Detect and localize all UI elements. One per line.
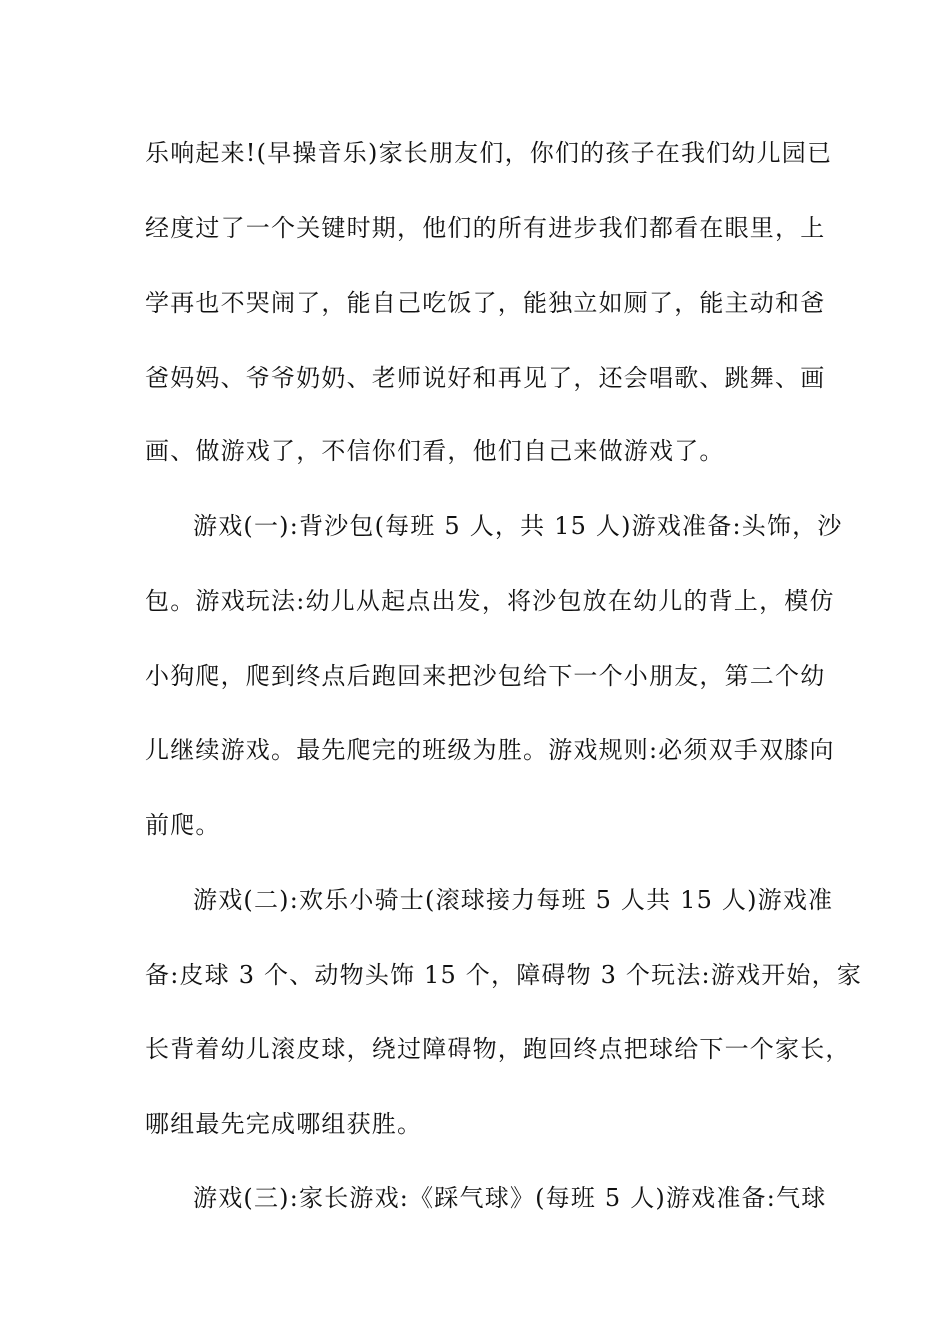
text-line: 前爬。: [145, 811, 221, 839]
text-line: 爸妈妈、爷爷奶奶、老师说好和再见了，还会唱歌、跳舞、画: [145, 364, 826, 392]
text-line: 备:皮球 3 个、动物头饰 15 个，障碍物 3 个玩法:游戏开始，家: [145, 961, 863, 989]
text-line: 包。游戏玩法:幼儿从起点出发，将沙包放在幼儿的背上，模仿: [145, 587, 835, 615]
text-line: 学再也不哭闹了，能自己吃饭了，能独立如厕了，能主动和爸: [145, 289, 826, 317]
text-line: 游戏(一):背沙包(每班 5 人，共 15 人)游戏准备:头饰，沙: [193, 512, 843, 540]
text-line: 画、做游戏了，不信你们看，他们自己来做游戏了。: [145, 437, 725, 465]
text-line: 儿继续游戏。最先爬完的班级为胜。游戏规则:必须双手双膝向: [145, 736, 835, 764]
text-line: 小狗爬，爬到终点后跑回来把沙包给下一个小朋友，第二个幼: [145, 662, 826, 690]
text-line: 长背着幼儿滚皮球，绕过障碍物，跑回终点把球给下一个家长，: [145, 1035, 851, 1063]
text-line: 乐响起来!(早操音乐)家长朋友们，你们的孩子在我们幼儿园已: [145, 139, 833, 167]
text-line: 游戏(二):欢乐小骑士(滚球接力每班 5 人共 15 人)游戏准: [193, 886, 834, 914]
text-line: 哪组最先完成哪组获胜。: [145, 1110, 423, 1138]
text-line: 经度过了一个关键时期，他们的所有进步我们都看在眼里，上: [145, 214, 826, 242]
text-line: 游戏(三):家长游戏:《踩气球》(每班 5 人)游戏准备:气球: [193, 1184, 827, 1212]
